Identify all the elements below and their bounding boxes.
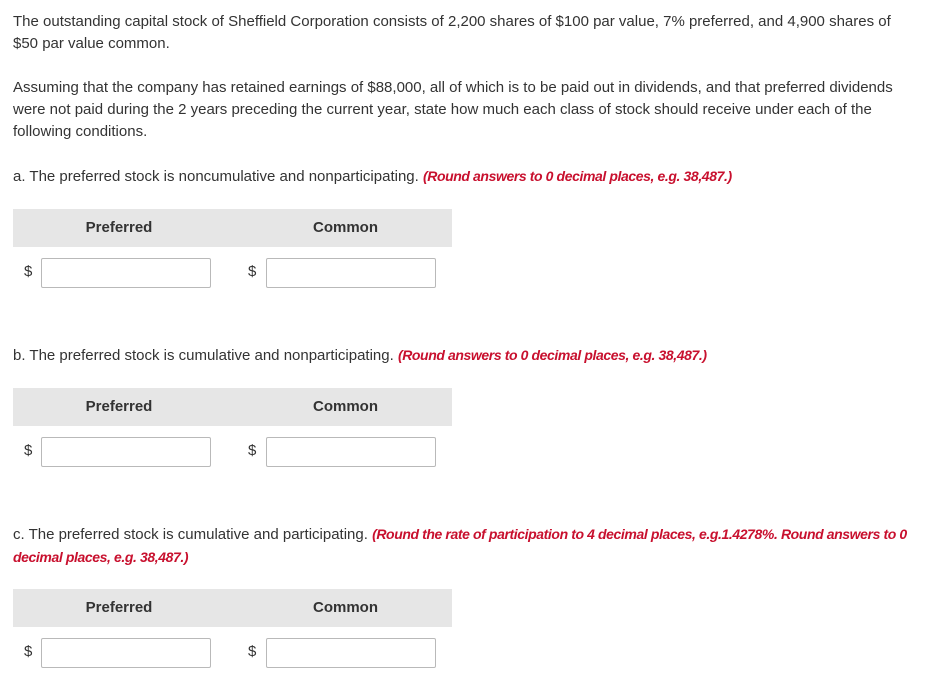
part-c-preferred-dollar: $	[24, 643, 33, 660]
part-b-question	[13, 344, 943, 367]
part-a-preferred-input[interactable]	[41, 258, 211, 288]
part-b-text: b. The preferred stock is cumulative and nonparticipating.	[13, 347, 394, 364]
assumption-line-3: following conditions.	[13, 123, 148, 140]
part-b-preferred-header: Preferred	[85, 398, 153, 415]
part-c-instruction-2: decimal places, e.g. 38,487.)	[13, 549, 189, 565]
assumption-text	[13, 77, 943, 143]
part-b-header-row	[13, 388, 452, 426]
part-c-instruction-1: (Round the rate of participation to 4 decimal places, e.g.1.4278%. Round answers to 0	[372, 526, 907, 542]
part-a-instruction: (Round answers to 0 decimal places, e.g. 38,487.)	[422, 168, 732, 184]
part-a-common-header: Common	[313, 219, 378, 236]
part-a-common-dollar: $	[248, 263, 257, 280]
part-a-header-row	[13, 209, 452, 247]
intro-line-1: The outstanding capital stock of Sheffield Corporation consists of 2,200 shares of $100 par value, 7% preferred, and 4,900 shares of	[13, 13, 891, 30]
part-a-common-input[interactable]	[266, 258, 436, 288]
part-c-preferred-input[interactable]	[41, 638, 211, 668]
part-c-header-row	[13, 589, 452, 627]
part-a-text: a. The preferred stock is noncumulative and nonparticipating.	[13, 168, 419, 185]
intro-line-2: $50 par value common.	[13, 35, 170, 52]
part-c-question	[13, 523, 943, 569]
part-a-preferred-dollar: $	[24, 263, 33, 280]
part-b-common-input[interactable]	[266, 437, 436, 467]
part-b-common-dollar: $	[248, 442, 257, 459]
assumption-line-2: were not paid during the 2 years preceding the current year, state how much each class of stock should receive under each of the	[13, 101, 872, 118]
part-c-common-input[interactable]	[266, 638, 436, 668]
intro-text	[13, 11, 943, 55]
part-b-preferred-dollar: $	[24, 442, 33, 459]
part-c-text: c. The preferred stock is cumulative and participating.	[13, 526, 368, 543]
part-b-common-header: Common	[313, 398, 378, 415]
part-b-preferred-input[interactable]	[41, 437, 211, 467]
part-c-preferred-header: Preferred	[85, 599, 153, 616]
part-a-question	[13, 165, 943, 188]
part-c-common-header: Common	[313, 599, 378, 616]
assumption-line-1: Assuming that the company has retained earnings of $88,000, all of which is to be paid out in dividends, and that preferred dividends	[13, 79, 893, 96]
part-c-common-dollar: $	[248, 643, 257, 660]
part-a-preferred-header: Preferred	[85, 219, 153, 236]
part-b-instruction: (Round answers to 0 decimal places, e.g. 38,487.)	[397, 347, 707, 363]
